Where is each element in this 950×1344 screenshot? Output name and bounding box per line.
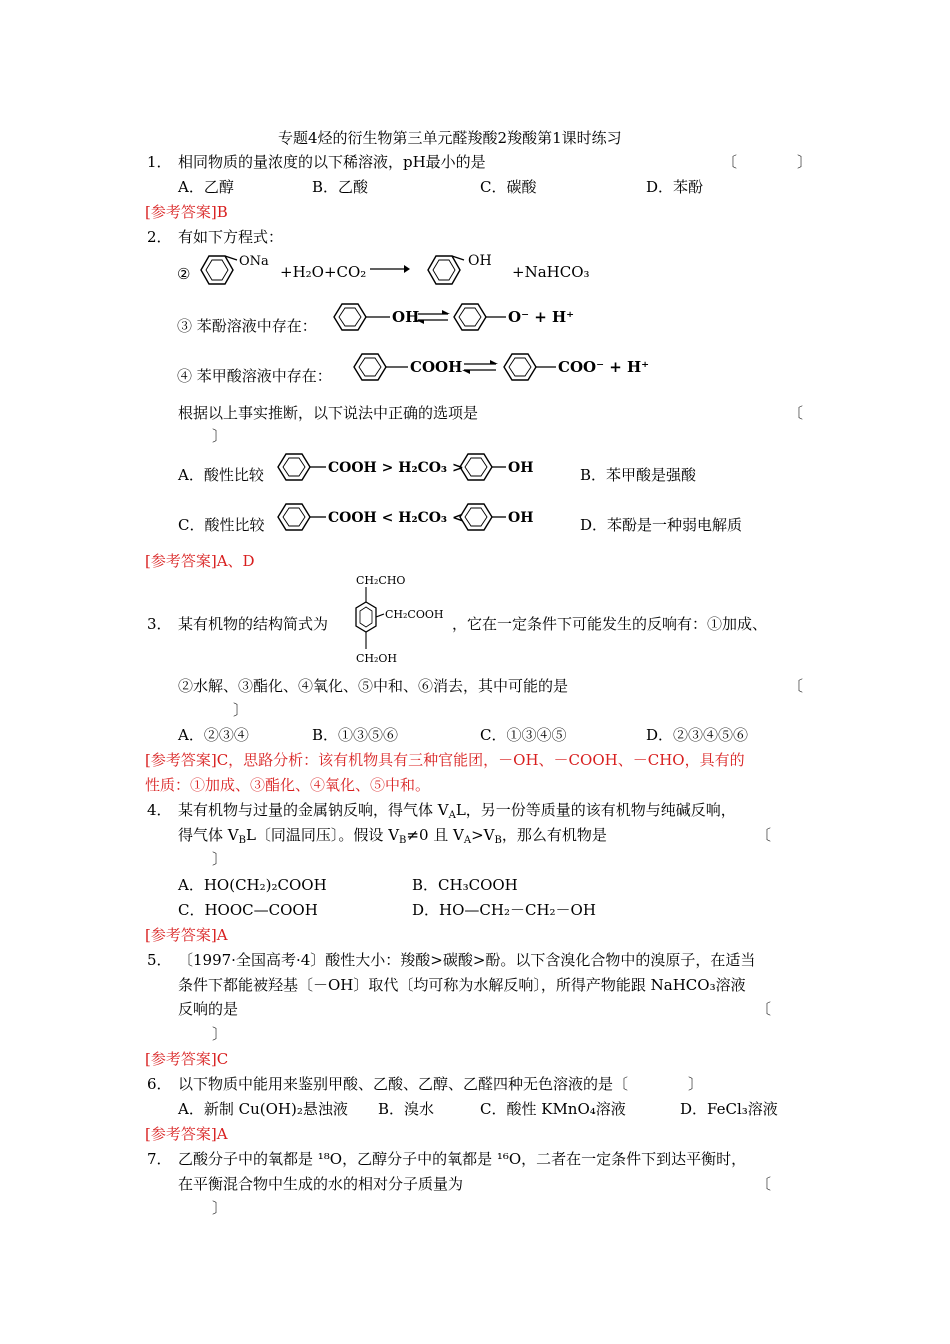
oh-label: OH [468, 253, 492, 269]
q3-answer-line2: 性质：①加成、③酯化、④氧化、⑤中和。 [145, 776, 431, 794]
q6-option-a: A．新制 Cu(OH)₂悬浊液 [178, 1100, 348, 1118]
q5-line3: 反响的是 [178, 1000, 239, 1018]
q2-option-c-label: C．酸性比较 [178, 516, 265, 534]
benzoic-acid-equilibrium [350, 350, 650, 384]
q7-number: 7． [147, 1150, 172, 1168]
q6-number: 6． [147, 1075, 172, 1093]
q3-bracket-open: 〔 [788, 677, 804, 695]
q5-line1: 〔1997·全国高考·4〕酸性大小：羧酸>碳酸>酚。以下含溴化合物中的溴原子，在适当 [178, 951, 756, 969]
q1-stem: 相同物质的量浓度的以下稀溶液，pH最小的是 [178, 153, 486, 171]
q7-bracket-open: 〔 [756, 1175, 772, 1193]
q4-line1: 某有机物与过量的金属钠反响，得气体 $V_AL$，另一份等质量的该有机物与纯碱反响， [178, 801, 736, 821]
ona-label: ONa [239, 254, 269, 269]
sodium-phenoxide-structure [193, 250, 273, 290]
eq3-right-group: O⁻ + H⁺ [508, 308, 575, 326]
eq4-left-group: COOH [410, 358, 463, 376]
q5-answer: [参考答案]C [145, 1050, 229, 1068]
q3-option-c: C．①③④⑤ [480, 726, 567, 744]
q6-stem: 以下物质中能用来鉴别甲酸、乙酸、乙醇、乙醛四种无色溶液的是〔 〕 [178, 1075, 704, 1093]
q2-option-c-end: OH [508, 510, 534, 526]
phenol-structure [422, 248, 502, 288]
q1-bracket: 〔 〕 [722, 153, 813, 171]
q3-structure [340, 572, 458, 668]
q3-sub-top: CH₂CHO [356, 574, 406, 587]
q4-option-c: C．HOOC—COOH [178, 901, 318, 919]
q2-option-b: B．苯甲酸是强酸 [580, 466, 697, 484]
q7-line1: 乙酸分子中的氧都是 ¹⁸O，乙醇分子中的氧都是 ¹⁶O，二者在一定条件下到达平衡时， [178, 1150, 747, 1168]
q7-line2: 在平衡混合物中生成的水的相对分子质量为 [178, 1175, 464, 1193]
eq3-label: ③ 苯酚溶液中存在： [177, 317, 317, 335]
q4-bracket-open: 〔 [756, 826, 772, 844]
q3-sub-right: CH₂COOH [385, 608, 444, 621]
q4-option-a: A．HO(CH₂)₂COOH [178, 876, 327, 894]
q2-bracket-open: 〔 [788, 404, 804, 422]
q3-sub-bottom: CH₂OH [356, 652, 398, 665]
q3-number: 3． [147, 615, 172, 633]
q6-option-b: B．溴水 [378, 1100, 435, 1118]
q2-answer: [参考答案]A、D [145, 552, 255, 570]
eq4-right-group: COO⁻ + H⁺ [558, 358, 650, 376]
q5-number: 5． [147, 951, 172, 969]
q3-answer-line1: [参考答案]C，思路分析：该有机物具有三种官能团，－OH、－COOH、－CHO，具有的 [145, 751, 745, 769]
q2-option-a-label: A．酸性比较 [178, 466, 264, 484]
q3-option-a: A．②③④ [178, 726, 249, 744]
q2-option-c-expr: COOH < H₂CO₃ < [328, 510, 464, 526]
q1-option-c: C．碳酸 [480, 178, 537, 196]
q5-line2: 条件下都能被羟基〔－OH〕取代〔均可称为水解反响〕，所得产物能跟 NaHCO₃溶液 [178, 976, 746, 994]
q4-answer: [参考答案]A [145, 926, 228, 944]
q2-option-c-structure [274, 500, 544, 534]
q1-answer: [参考答案]B [145, 203, 228, 221]
eq2-reagent: +H₂O+CO₂ [280, 263, 367, 281]
eq2-product: +NaHCO₃ [512, 263, 590, 281]
q7-bracket-close: 〕 [212, 1199, 228, 1217]
eq3-left-group: OH [392, 308, 420, 326]
q4-line2: 得气体 $V_BL$〔同温同压〕。假设 $V_B\ne 0$ 且 $V_A>V_B$，那么有机物是 [178, 826, 607, 846]
q2-option-a-expr: COOH > H₂CO₃ > [328, 460, 464, 476]
q3-stem-post: ，它在一定条件下可能发生的反响有：①加成、 [452, 615, 768, 633]
q4-option-b: B．CH₃COOH [412, 876, 518, 894]
eq4-label: ④ 苯甲酸溶液中存在： [177, 367, 332, 385]
q2-question: 根据以上事实推断，以下说法中正确的选项是 [178, 404, 479, 422]
q2-option-d: D．苯酚是一种弱电解质 [580, 516, 743, 534]
q4-option-d: D．HO—CH₂－CH₂－OH [412, 901, 596, 919]
q2-stem: 有如下方程式： [178, 228, 284, 246]
q2-number: 2． [147, 228, 172, 246]
q3-stem-pre: 某有机物的结构简式为 [178, 615, 329, 633]
q5-bracket-close: 〕 [212, 1025, 228, 1043]
eq2-label: ② [177, 265, 191, 283]
q3-option-b: B．①③⑤⑥ [312, 726, 399, 744]
phenol-equilibrium [330, 300, 575, 334]
q1-option-d: D．苯酚 [646, 178, 704, 196]
q1-option-a: A．乙醇 [178, 178, 234, 196]
q2-option-a-end: OH [508, 460, 534, 476]
q4-bracket-close: 〕 [212, 850, 228, 868]
reaction-arrow-icon [370, 262, 410, 276]
q3-option-d: D．②③④⑤⑥ [646, 726, 749, 744]
q1-option-b: B．乙酸 [312, 178, 369, 196]
q1-number: 1． [147, 153, 172, 171]
q2-option-a-structure [274, 450, 544, 484]
q4-number: 4． [147, 801, 172, 819]
q5-bracket-open: 〔 [756, 1000, 772, 1018]
q2-bracket-close: 〕 [212, 427, 228, 445]
q3-bracket-close: 〕 [233, 701, 249, 719]
q6-option-c: C．酸性 KMnO₄溶液 [480, 1100, 626, 1118]
q6-option-d: D．FeCl₃溶液 [680, 1100, 778, 1118]
page-title: 专题4烃的衍生物第三单元醛羧酸2羧酸第1课时练习 [278, 129, 622, 147]
q6-answer: [参考答案]A [145, 1125, 228, 1143]
q3-line2: ②水解、③酯化、④氧化、⑤中和、⑥消去，其中可能的是 [178, 677, 569, 695]
